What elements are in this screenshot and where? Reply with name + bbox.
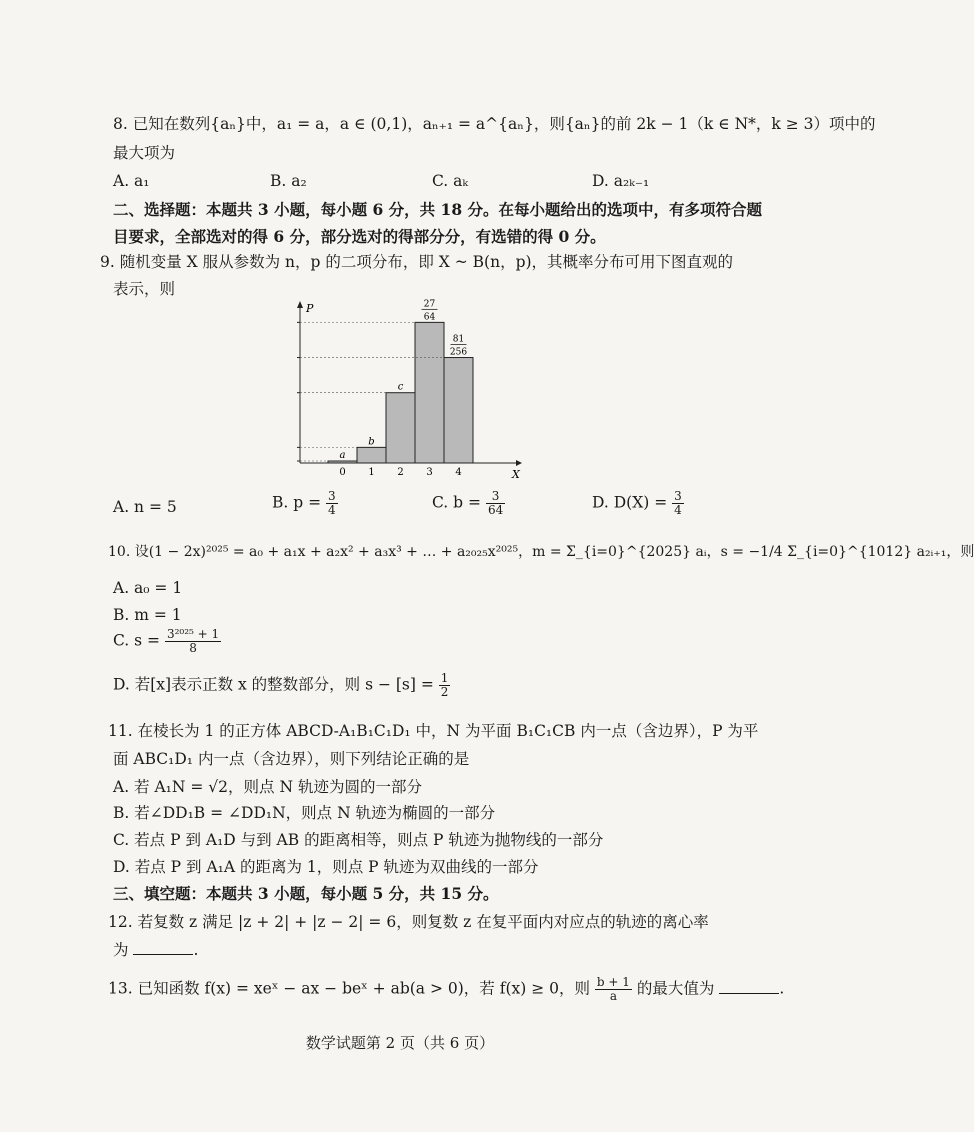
q9-option-b-num: 3: [328, 489, 336, 503]
bar-label-num-3: 27: [423, 299, 436, 310]
q13-fraction-num: b + 1: [596, 975, 630, 989]
y-axis-label: P: [306, 302, 314, 315]
q10-option-c: [113, 628, 221, 655]
q13-fraction-den: a: [609, 989, 617, 1003]
q11-stem-line2: 面 ABC₁D₁ 内一点（含边界），则下列结论正确的是: [113, 750, 470, 768]
section-2-heading-line2: 目要求，全部选对的得 6 分，部分选对的得部分分，有选错的得 0 分。: [113, 227, 606, 246]
q10-option-d-prefix: D. 若[x]表示正数 x 的整数部分，则 s − [s] =: [113, 675, 434, 694]
bar-4: [444, 358, 473, 463]
x-axis-label: X: [512, 468, 520, 481]
q9-option-d: [592, 490, 684, 517]
q9-option-b-prefix: B. p =: [272, 493, 322, 512]
q8-option-b: B. a₂: [270, 172, 307, 190]
q9-option-a: A. n = 5: [113, 498, 177, 516]
bar-3: [415, 322, 444, 463]
x-tick-label-3: 3: [426, 467, 433, 478]
x-tick-label-1: 1: [368, 467, 375, 478]
q9-option-c-prefix: C. b =: [432, 493, 481, 512]
x-tick-label-0: 0: [339, 467, 346, 478]
q8-option-c: C. aₖ: [432, 172, 469, 190]
q13-answer-blank[interactable]: [719, 979, 779, 994]
q10-stem: 10. 设(1 − 2x)²⁰²⁵ = a₀ + a₁x + a₂x² + a₃x³ + … + a₂₀₂₅x²⁰²⁵，m = Σ_{i=0}^{2025} aᵢ，s = −1/4 Σ_{i=0}^{1012} a₂ᵢ₊₁，则: [108, 544, 974, 560]
q12-stem-line1: 12. 若复数 z 满足 |z + 2| + |z − 2| = 6，则复数 z 在复平面内对应点的轨迹的离心率: [108, 913, 709, 931]
q10-option-c-fraction: [165, 628, 221, 655]
q10-option-c-prefix: C. s =: [113, 631, 161, 650]
x-tick-label-2: 2: [397, 467, 404, 478]
bar-1: [357, 447, 386, 463]
bar-label-1: b: [368, 436, 375, 448]
q12-stem-line2: 为 .: [113, 941, 199, 959]
q9-option-c-den: 64: [487, 503, 504, 517]
q10-option-d-num: 1: [440, 671, 449, 685]
q9-option-b-fraction: [326, 490, 338, 517]
bar-label-2: c: [397, 381, 404, 393]
q10-option-c-num: 3²⁰²⁵ + 1: [166, 627, 220, 641]
q11-stem-line1: 11. 在棱长为 1 的正方体 ABCD-A₁B₁C₁D₁ 中，N 为平面 B₁C₁CB 内一点（含边界），P 为平: [108, 722, 759, 740]
bar-label-den-4: 256: [449, 347, 468, 358]
q11-option-a: A. 若 A₁N = √2，则点 N 轨迹为圆的一部分: [113, 778, 422, 796]
q9-option-b: [272, 490, 338, 517]
q10-option-d-fraction: [439, 672, 451, 699]
q9-option-d-fraction: [672, 490, 684, 517]
q8-stem-line1: 8. 已知在数列{aₙ}中，a₁ = a，a ∈ (0,1)，aₙ₊₁ = a^{aₙ}，则{aₙ}的前 2k − 1（k ∈ N*，k ≥ 3）项中的: [113, 115, 876, 133]
bar-2: [386, 393, 415, 463]
section-3-heading: 三、填空题：本题共 3 小题，每小题 5 分，共 15 分。: [113, 884, 499, 903]
q9-probability-chart: [280, 300, 540, 485]
q9-option-d-prefix: D. D(X) =: [592, 493, 668, 512]
bar-0: [328, 461, 357, 463]
bar-label-den-3: 64: [423, 312, 436, 323]
page-footer: 数学试题第 2 页（共 6 页）: [305, 1034, 495, 1052]
q8-option-d: D. a₂ₖ₋₁: [592, 172, 650, 190]
q10-option-b: B. m = 1: [113, 606, 182, 624]
q12-stem-prefix: 为: [113, 941, 129, 959]
section-2-heading-line1: 二、选择题：本题共 3 小题，每小题 6 分，共 18 分。在每小题给出的选项中，有多项符合题: [113, 200, 763, 219]
q11-option-b: B. 若∠DD₁B = ∠DD₁N，则点 N 轨迹为椭圆的一部分: [113, 804, 496, 822]
q13-stem: 13. 已知函数 f(x) = xeˣ − ax − beˣ + ab(a > 0)，若 f(x) ≥ 0，则 $\frac{b + 1}{a}$ 的最大值为 .: [108, 975, 785, 1003]
q9-option-c-fraction: [486, 490, 505, 517]
y-axis-arrow: [297, 301, 303, 308]
q9-option-c: [432, 490, 505, 517]
q9-option-b-den: 4: [328, 503, 336, 517]
q12-answer-blank[interactable]: [133, 940, 193, 955]
q9-stem-line1: 9. 随机变量 X 服从参数为 n，p 的二项分布，即 X ~ B(n，p)，其概率分布可用下图直观的: [100, 253, 734, 271]
q10-option-a: A. a₀ = 1: [113, 579, 183, 597]
bar-label-0: a: [339, 450, 346, 461]
q8-option-a: A. a₁: [113, 172, 150, 190]
q10-option-d: [113, 672, 450, 699]
q9-option-c-num: 3: [486, 490, 505, 504]
q9-option-d-num: 3: [674, 489, 682, 503]
x-axis-arrow: [516, 460, 522, 466]
q13-stem-prefix: 13. 已知函数 f(x) = xeˣ − ax − beˣ + ab(a > 0)，若 f(x) ≥ 0，则: [108, 979, 590, 998]
x-tick-label-4: 4: [455, 467, 462, 478]
q9-option-d-den: 4: [674, 503, 682, 517]
q11-option-c: C. 若点 P 到 A₁D 与到 AB 的距离相等，则点 P 轨迹为抛物线的一部分: [113, 831, 604, 849]
q9-stem-line2: 表示，则: [113, 280, 176, 298]
bar-label-num-4: 81: [452, 334, 465, 345]
q10-option-d-den: 2: [440, 685, 449, 699]
q8-stem-line2: 最大项为: [113, 144, 176, 162]
q10-option-c-den: 8: [189, 641, 197, 655]
q11-option-d: D. 若点 P 到 A₁A 的距离为 1，则点 P 轨迹为双曲线的一部分: [113, 858, 539, 876]
q13-fraction: [595, 976, 632, 1003]
q13-stem-suffix: 的最大值为: [636, 979, 715, 998]
